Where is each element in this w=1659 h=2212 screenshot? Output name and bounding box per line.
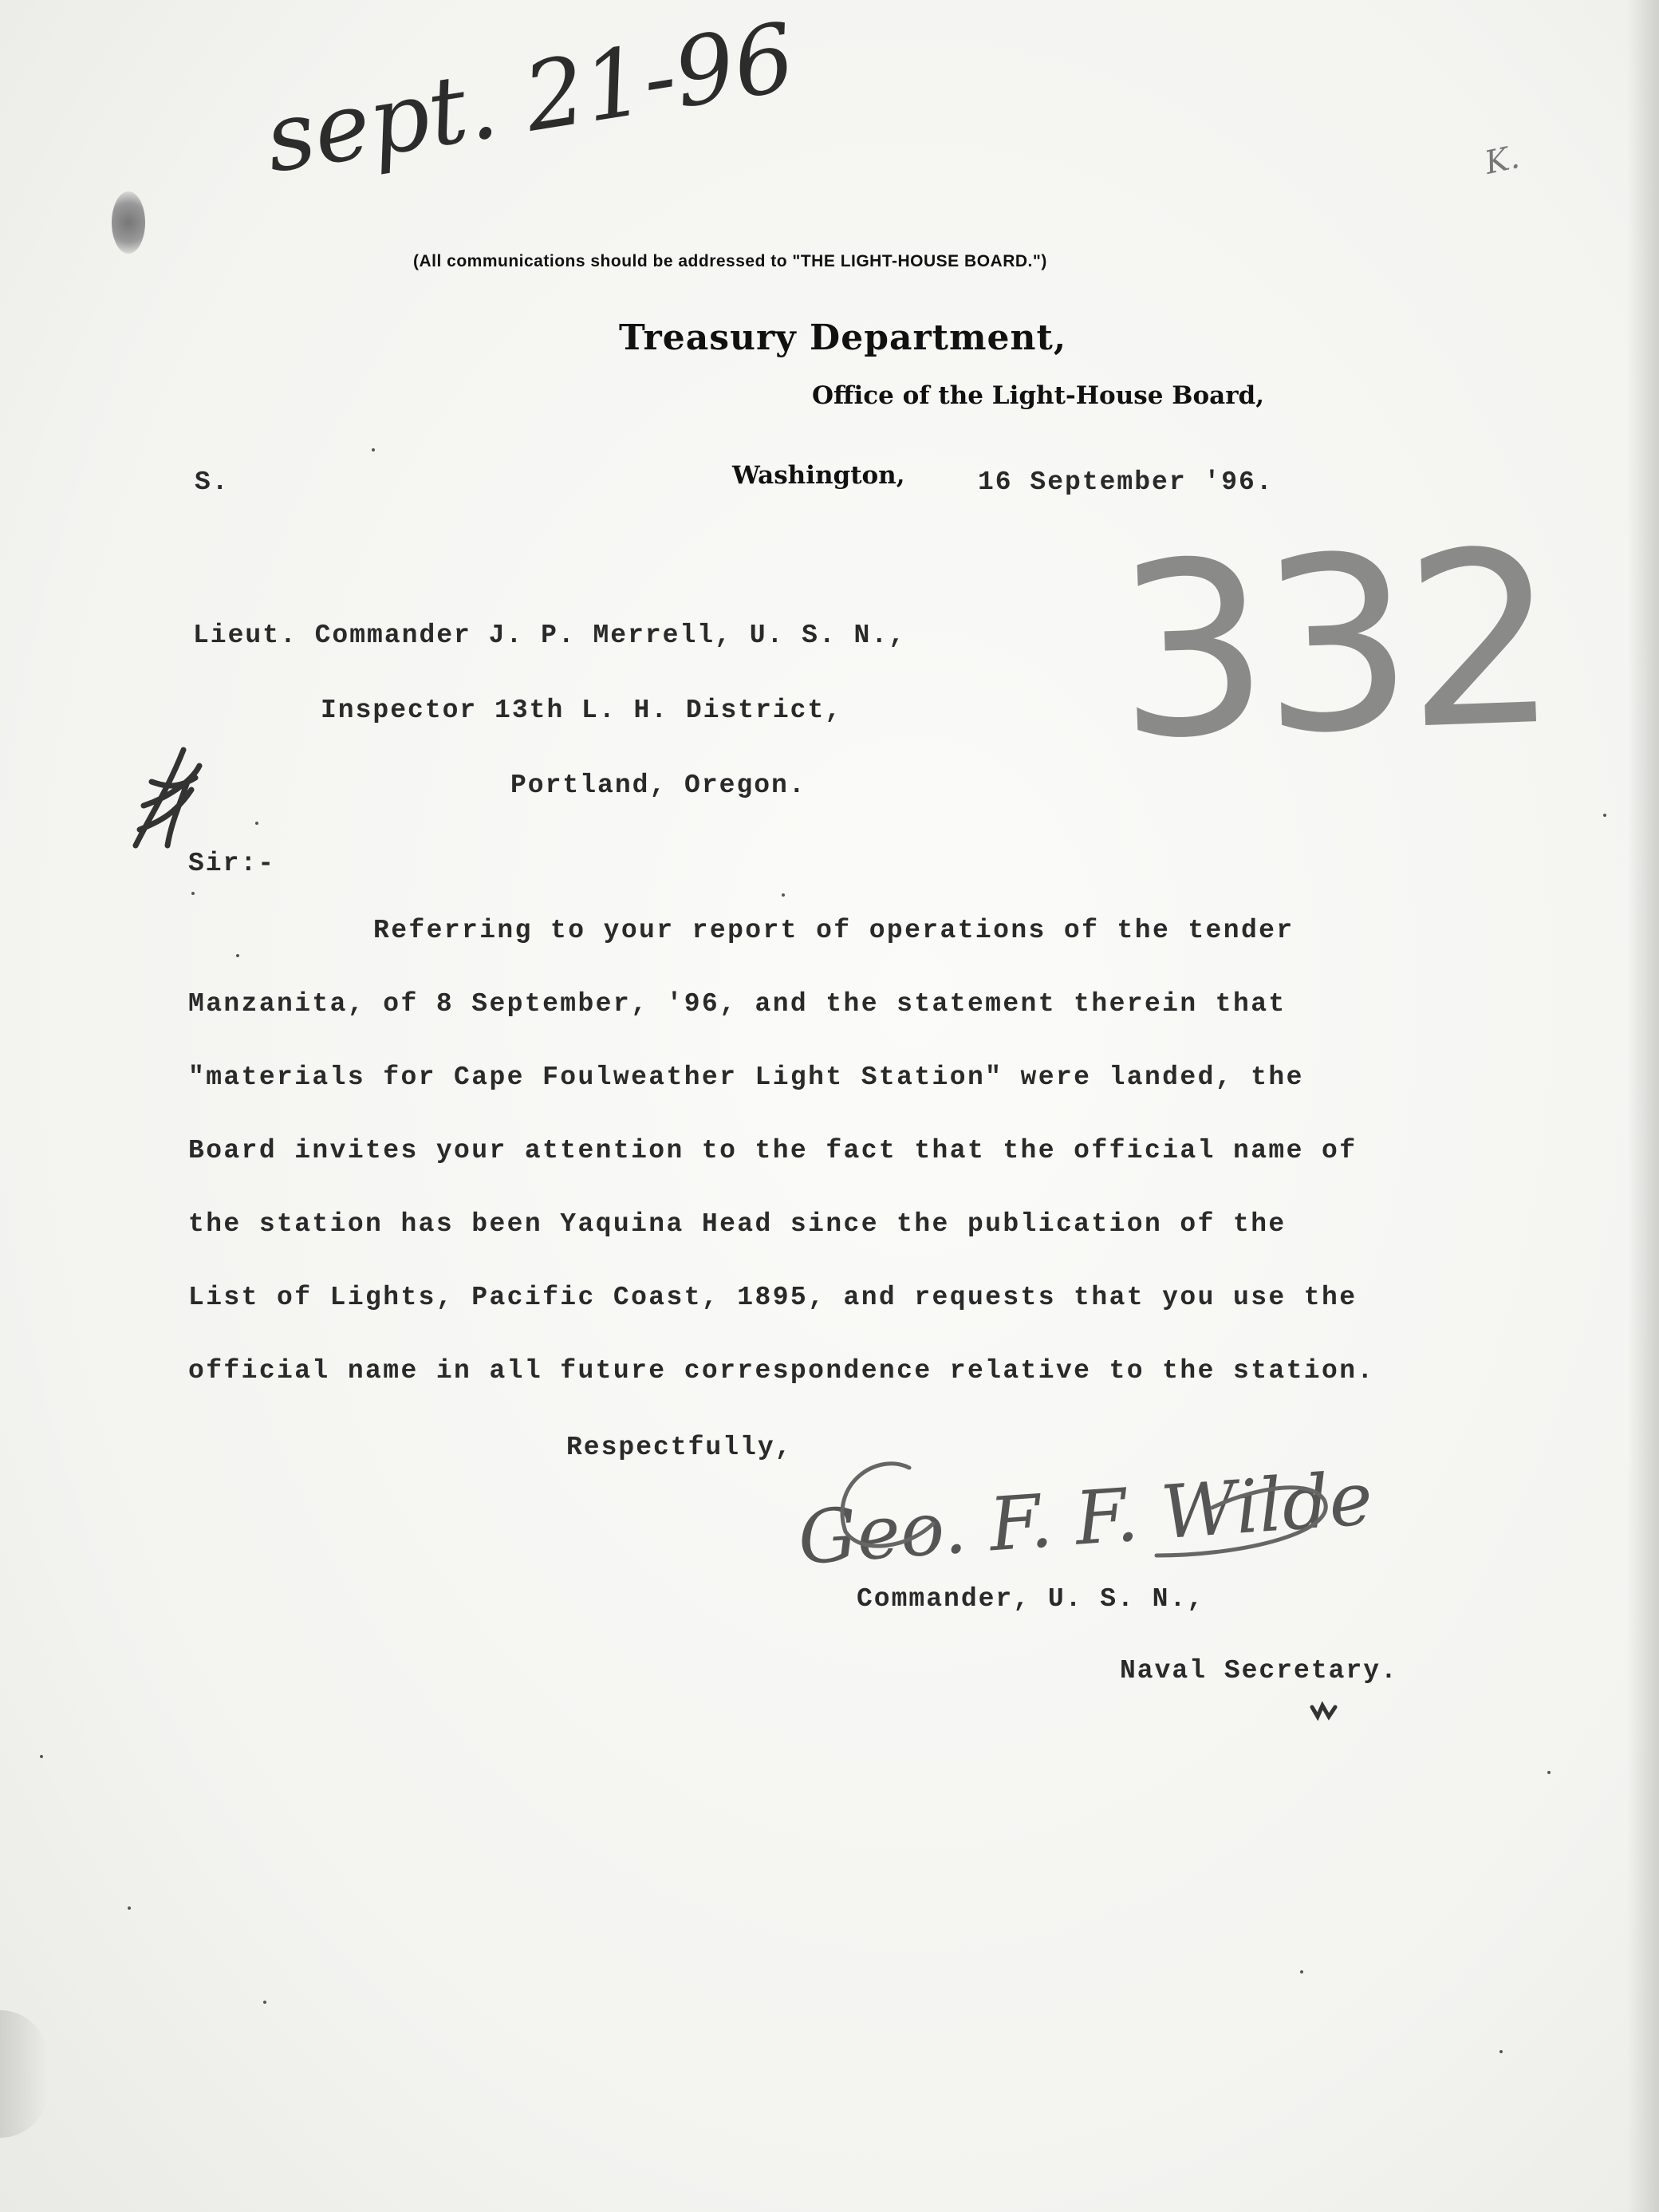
signature-flourish-icon bbox=[798, 1436, 1356, 1571]
closing-title-2: Naval Secretary. bbox=[1120, 1656, 1398, 1686]
body-line-6: List of Lights, Pacific Coast, 1895, and requests that you use the bbox=[188, 1283, 1358, 1312]
initials-mark-icon bbox=[1308, 1699, 1340, 1723]
filing-number: 332 bbox=[1112, 499, 1555, 793]
department-heading: Treasury Department, bbox=[619, 317, 1067, 358]
paper-edge-tear bbox=[0, 2010, 48, 2138]
scan-speck bbox=[40, 1755, 43, 1758]
office-heading: Office of the Light-House Board, bbox=[812, 381, 1265, 410]
scan-speck bbox=[255, 822, 258, 825]
closing-respectfully: Respectfully, bbox=[566, 1433, 793, 1462]
recipient-line-3: Portland, Oregon. bbox=[510, 771, 806, 800]
body-line-3: "materials for Cape Foulweather Light Station" were landed, the bbox=[188, 1063, 1304, 1092]
scan-speck bbox=[191, 892, 195, 895]
salutation: Sir:- bbox=[188, 849, 276, 878]
closing-title-1: Commander, U. S. N., bbox=[857, 1584, 1205, 1614]
scan-speck bbox=[1499, 2050, 1503, 2053]
address-note: (All communications should be addressed to "THE LIGHT-HOUSE BOARD.") bbox=[413, 252, 1047, 270]
city: Washington, bbox=[732, 461, 905, 490]
scan-speck bbox=[372, 448, 375, 451]
signature: Geo. F. F. Wilde bbox=[795, 1455, 1376, 1582]
scan-speck bbox=[236, 954, 239, 957]
reference-code: S. bbox=[195, 467, 230, 497]
letter-date: 16 September '96. bbox=[978, 467, 1274, 497]
ink-blot bbox=[112, 191, 145, 254]
scan-speck bbox=[1547, 1771, 1551, 1774]
body-line-2: Manzanita, of 8 September, '96, and the statement therein that bbox=[188, 989, 1287, 1019]
scan-speck bbox=[1603, 814, 1606, 817]
body-line-5: the station has been Yaquina Head since the publication of the bbox=[188, 1209, 1287, 1239]
scan-speck bbox=[128, 1906, 131, 1910]
scan-speck bbox=[263, 2001, 266, 2004]
body-line-4: Board invites your attention to the fact that the official name of bbox=[188, 1136, 1358, 1165]
scan-speck bbox=[782, 893, 785, 897]
corner-mark: K. bbox=[1481, 139, 1523, 182]
recipient-line-2: Inspector 13th L. H. District, bbox=[321, 696, 843, 725]
handwritten-date: sept. 21-96 bbox=[258, 2, 802, 195]
recipient-line-1: Lieut. Commander J. P. Merrell, U. S. N., bbox=[193, 621, 906, 650]
body-line-1: Referring to your report of operations of the tender bbox=[373, 916, 1294, 945]
paper-edge-shadow bbox=[1627, 0, 1659, 2212]
scan-speck bbox=[1300, 1970, 1303, 1973]
margin-scribble-icon bbox=[120, 734, 215, 862]
body-line-7: official name in all future correspondence relative to the station. bbox=[188, 1356, 1375, 1386]
